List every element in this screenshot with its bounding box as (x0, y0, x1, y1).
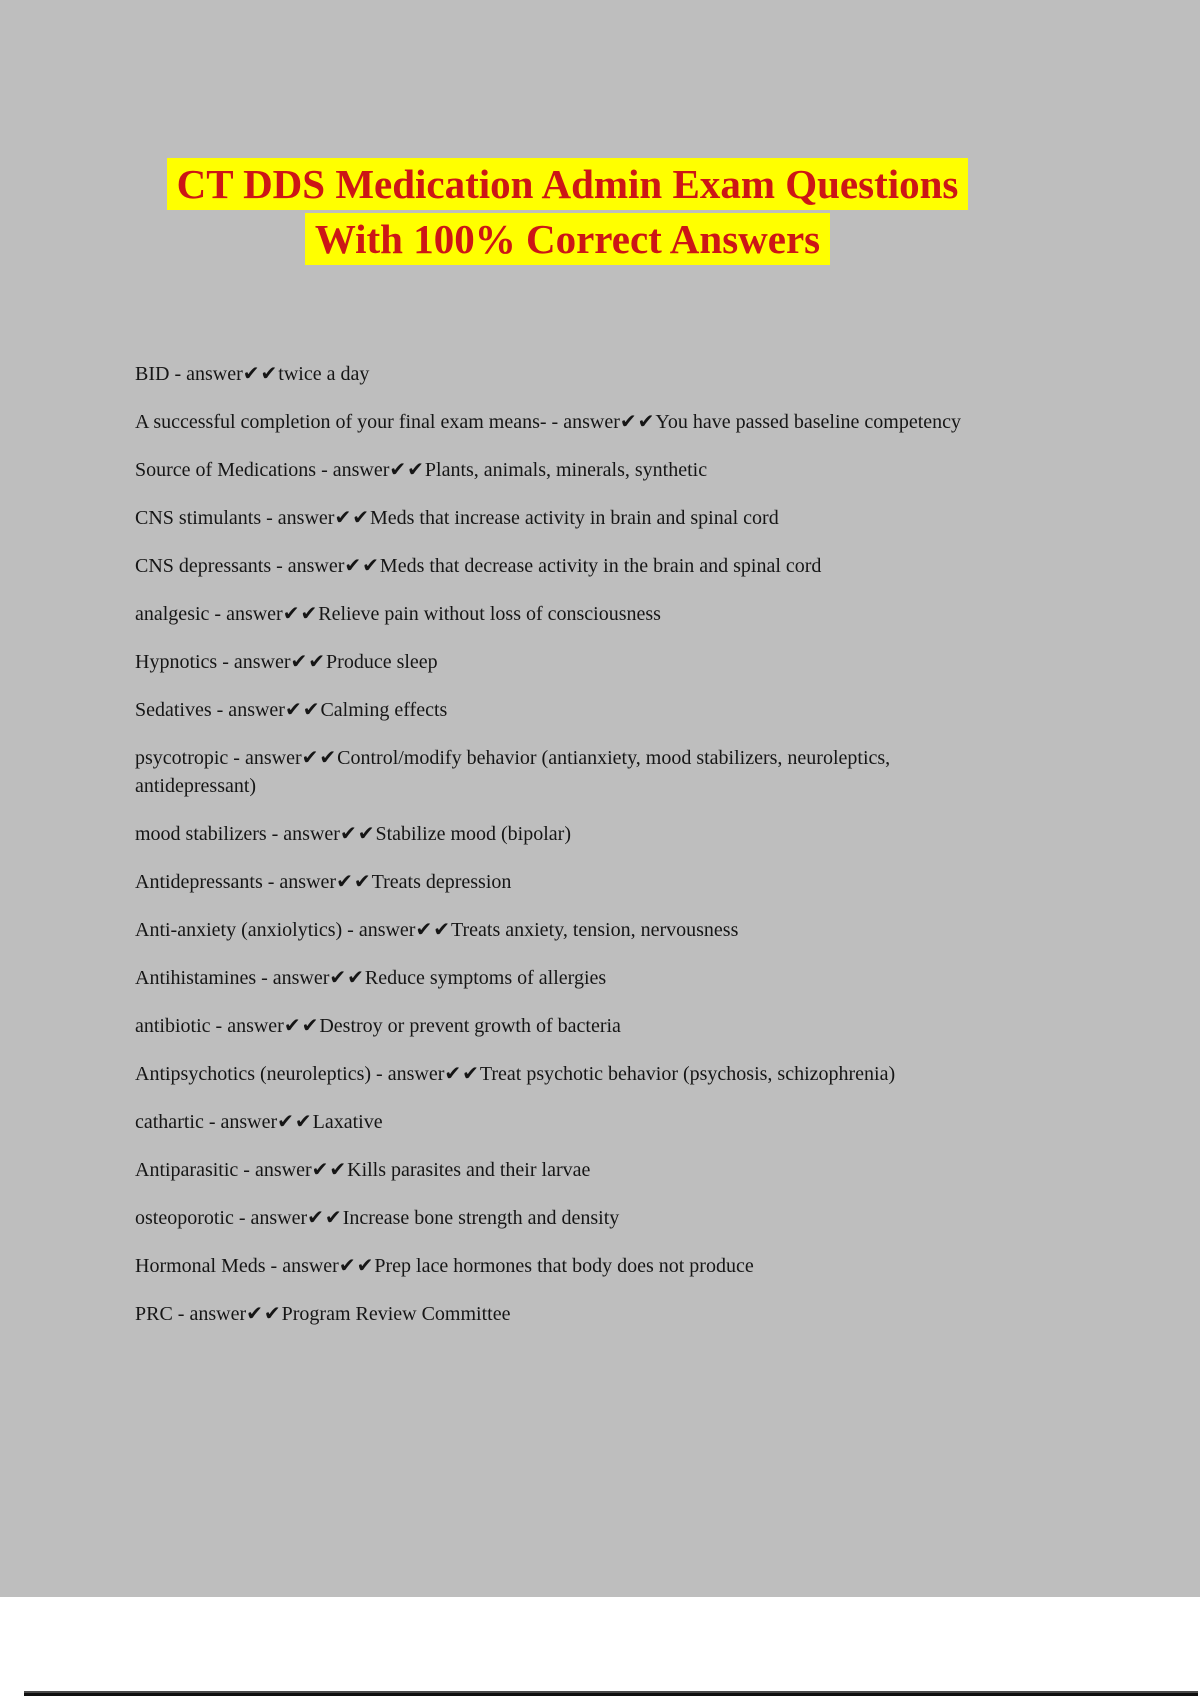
qa-question: antibiotic - answer (135, 1015, 284, 1037)
qa-answer: Produce sleep (326, 651, 438, 673)
double-checkmark-icon: ✔✔ (389, 457, 425, 481)
double-checkmark-icon: ✔✔ (284, 697, 321, 721)
qa-item (135, 1059, 1000, 1088)
double-checkmark-icon: ✔✔ (307, 1205, 343, 1229)
qa-item (135, 819, 1000, 848)
qa-item (135, 551, 1000, 580)
qa-question: Hormonal Meds - answer (135, 1255, 339, 1277)
qa-answer: Laxative (312, 1111, 383, 1133)
double-checkmark-icon: ✔✔ (336, 869, 372, 893)
qa-answer: Meds that increase activity in brain and spinal cord (369, 507, 779, 529)
qa-answer: Control/modify behavior (antianxiety, mood stabilizers, neuroleptics, antidepressant) (135, 747, 891, 797)
qa-item (135, 359, 1000, 388)
qa-question: mood stabilizers - answer (135, 823, 340, 845)
qa-question: Antiparasitic - answer (135, 1159, 312, 1181)
qa-question: Antihistamines - answer (135, 967, 330, 989)
qa-item (135, 1011, 1000, 1040)
qa-question: BID - answer (135, 363, 243, 385)
qa-answer: Meds that decrease activity in the brain and spinal cord (379, 555, 822, 577)
double-checkmark-icon: ✔✔ (329, 965, 365, 989)
qa-item (135, 455, 1000, 484)
qa-question: CNS stimulants - answer (135, 507, 335, 529)
double-checkmark-icon: ✔✔ (339, 821, 376, 845)
qa-question: Source of Medications - answer (135, 459, 390, 481)
double-checkmark-icon: ✔✔ (301, 745, 338, 769)
qa-item (135, 1155, 1000, 1184)
qa-item (135, 1107, 1000, 1136)
qa-item (135, 963, 1000, 992)
qa-answer: Destroy or prevent growth of bacteria (319, 1015, 621, 1037)
qa-answer: You have passed baseline competency (655, 411, 962, 433)
qa-question: A successful completion of your final exam means- - answer (135, 411, 620, 433)
qa-question: analgesic - answer (135, 603, 283, 625)
qa-answer: Prep lace hormones that body does not produce (374, 1255, 754, 1277)
qa-answer: Reduce symptoms of allergies (364, 967, 607, 989)
double-checkmark-icon: ✔✔ (283, 1013, 320, 1037)
qa-item (135, 503, 1000, 532)
qa-item (135, 407, 1000, 436)
title-line-1 (135, 158, 1000, 213)
double-checkmark-icon: ✔✔ (619, 409, 656, 433)
qa-list (0, 359, 1000, 1328)
qa-question: Sedatives - answer (135, 699, 285, 721)
qa-answer: Treat psychotic behavior (psychosis, schizophrenia) (479, 1063, 896, 1085)
qa-question: Antipsychotics (neuroleptics) - answer (135, 1063, 445, 1085)
double-checkmark-icon: ✔✔ (282, 601, 319, 625)
qa-answer: Program Review Committee (281, 1303, 511, 1325)
footer-rule (24, 1691, 1198, 1696)
double-checkmark-icon: ✔✔ (338, 1253, 375, 1277)
double-checkmark-icon: ✔✔ (290, 649, 327, 673)
double-checkmark-icon: ✔✔ (344, 553, 380, 577)
page-title (135, 158, 1000, 268)
qa-answer: Relieve pain without loss of consciousness (318, 603, 661, 625)
double-checkmark-icon: ✔✔ (415, 917, 451, 941)
title-highlight-line2: With 100% Correct Answers (305, 213, 830, 265)
qa-question: cathartic - answer (135, 1111, 278, 1133)
double-checkmark-icon: ✔✔ (277, 1109, 313, 1133)
qa-question: psycotropic - answer (135, 747, 302, 769)
qa-item (135, 867, 1000, 896)
qa-question: Antidepressants - answer (135, 871, 337, 893)
qa-answer: Stabilize mood (bipolar) (375, 823, 571, 845)
qa-question: osteoporotic - answer (135, 1207, 308, 1229)
footer-area (0, 1597, 1200, 1700)
qa-question: Anti-anxiety (anxiolytics) - answer (135, 919, 416, 941)
qa-answer: Kills parasites and their larvae (347, 1159, 591, 1181)
qa-item (135, 647, 1000, 676)
qa-answer: Treats anxiety, tension, nervousness (450, 919, 739, 941)
qa-item (135, 1251, 1000, 1280)
qa-item (135, 743, 1000, 800)
qa-item (135, 915, 1000, 944)
qa-question: PRC - answer (135, 1303, 247, 1325)
double-checkmark-icon: ✔✔ (311, 1157, 348, 1181)
qa-question: Hypnotics - answer (135, 651, 291, 673)
qa-item (135, 1203, 1000, 1232)
title-highlight-line1: CT DDS Medication Admin Exam Questions (167, 158, 969, 210)
qa-item (135, 599, 1000, 628)
title-line-2 (135, 213, 1000, 268)
qa-answer: Calming effects (320, 699, 448, 721)
qa-answer: twice a day (278, 363, 370, 385)
qa-answer: Plants, animals, minerals, synthetic (424, 459, 708, 481)
qa-answer: Increase bone strength and density (342, 1207, 620, 1229)
double-checkmark-icon: ✔✔ (246, 1301, 282, 1325)
double-checkmark-icon: ✔✔ (334, 505, 370, 529)
double-checkmark-icon: ✔✔ (444, 1061, 480, 1085)
qa-answer: Treats depression (371, 871, 512, 893)
double-checkmark-icon: ✔✔ (242, 361, 279, 385)
qa-item (135, 1299, 1000, 1328)
qa-item (135, 695, 1000, 724)
qa-question: CNS depressants - answer (135, 555, 345, 577)
